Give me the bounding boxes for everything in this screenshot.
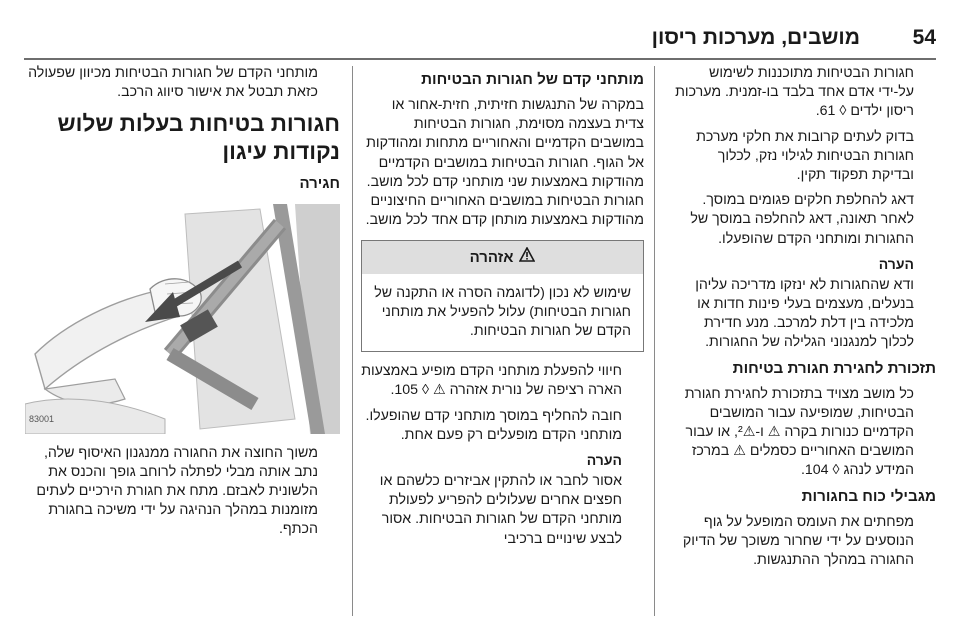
paragraph: דאג להחלפת חלקים פגומים במוסך. לאחר תאונה, דאג להחלפה במוסך של החגורות ומותחני הקדם שהופעלו. xyxy=(690,192,914,247)
warning-text: שימוש לא נכון (לדוגמה הסרה או התקנה של חגורות הבטיחות) עלול להפעיל את מותחני הקדם של חגורות הבטיחות. xyxy=(374,284,631,340)
paragraph: מותחני הקדם של חגורות הבטיחות מכיוון שפעולה כזאת תבטל את אישור סיווג הרכב. xyxy=(28,65,318,101)
seat-belt-illustration xyxy=(25,204,340,434)
column-left xyxy=(25,64,340,546)
subheading-fastening: חגירה xyxy=(299,175,340,193)
column-right xyxy=(674,64,936,576)
column-divider xyxy=(352,66,353,616)
figure-id: 83001 xyxy=(29,414,55,425)
paragraph: חגורות הבטיחות מתוכננות לשימוש על-ידי אדם אחד בלבד בו-זמנית. מערכות ריסון ילדים ◊ 61. xyxy=(675,65,914,120)
chapter-title: מושבים, מערכות ריסון xyxy=(651,26,860,49)
section-heading-reminder: תזכורת לחגירת חגורת בטיחות xyxy=(732,359,936,377)
header-divider xyxy=(24,58,936,60)
warning-header xyxy=(362,241,643,273)
column-divider xyxy=(654,66,655,616)
column-middle xyxy=(361,64,644,555)
section-heading-limiters: מגבילי כוח בחגורות xyxy=(801,487,936,505)
paragraph: כל מושב מצויד בתזכורת לחגירת חגורת הבטיחות, שמופיעה עבור המושבים הקדמיים כנורות בקרה ⚠ ו-⚠², או עבור המושבים האחוריים כסמלים ⚠ במרכז המידע לנהג ◊ 104. xyxy=(684,385,914,479)
page-number: 54 xyxy=(912,26,936,49)
paragraph: בדוק לעתים קרובות את חלקי מערכת חגורות הבטיחות לגילוי נזק, לכלוך ובדיקת תפקוד תקין. xyxy=(696,128,914,184)
paragraph: חובה להחליף במוסך מותחני קדם שהופעלו. מותחני הקדם מופעלים רק פעם אחת. xyxy=(365,407,622,443)
section-heading-three-point-belts: חגורות בטיחות בעלות שלוש נקודות עיגון xyxy=(57,111,340,165)
section-heading-pretensioners: מותחני קדם של חגורות הבטיחות xyxy=(421,71,644,88)
page-header xyxy=(0,0,960,60)
paragraph: במקרה של התנגשות חזיתית, חזית-אחור או צדית בעצמה מסוימת, חגורות הבטיחות במושבים הקדמיים והאחוריים מתחות ומהודקות אל הגוף. חגורות הבטיחות במושבים הקדמיים מהודקות באמצעות שני מותחני קדם לכל מושב. חגורות הבטיחות במושבים האחוריים החיצוניים מהודקות באמצעות מותחן קדם אחד לכל מושב. xyxy=(365,97,644,229)
note-text: אסור לחבר או להתקין אביזרים כלשהם או חפצים אחרים שעלולים להפריע לפעולת מותחני הקדם של חגורות הבטיחות. אסור לבצע שינויים ברכיבי xyxy=(379,473,622,547)
note-title: הערה xyxy=(586,452,622,469)
paragraph: משוך החוצה את החגורה ממנגנון האיסוף שלה, נתב אותה מבלי לפתלה לרוחב גופך והכנס את הלשונית לאבזם. מתח את חגורת הירכיים לעתים מזומנות במהלך הנהיגה על ידי משיכה בחגורת הכתף. xyxy=(36,444,318,538)
note-title: הערה xyxy=(878,255,914,272)
paragraph: חיווי להפעלת מותחני הקדם מופיע באמצעות הארה רציפה של נורית אזהרה ⚠ ◊ 105. xyxy=(361,363,622,399)
note-text: ודא שהחגורות לא ינזקו מדריכה עליהן בנעלים, מעצמים בעלי פינות חדות או מלכידה בין דלת למרכב. מנע חדירת לכלוך למנגנוני הגלילה של החגורות. xyxy=(695,276,914,351)
warning-triangle-icon xyxy=(519,247,535,267)
warning-title: אזהרה xyxy=(469,248,514,266)
paragraph: מפחתים את העומס המופעל על גוף הנוסעים על ידי שחרור משוכך של הדיוק החגורה במהלך ההתנגשות. xyxy=(682,513,914,569)
warning-box xyxy=(361,240,644,352)
